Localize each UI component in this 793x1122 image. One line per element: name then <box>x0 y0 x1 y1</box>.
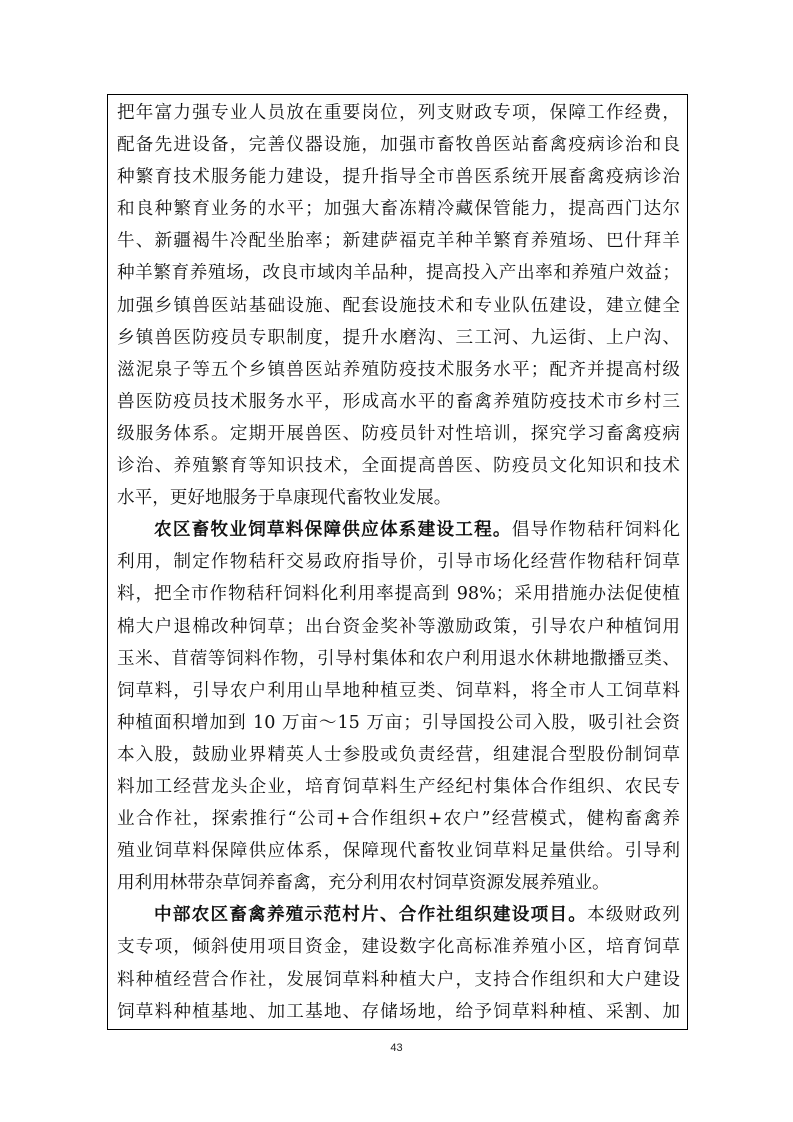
text-line: 殖业饲草料保障供应体系，保障现代畜牧业饲草料足量供给。引导利 <box>117 841 680 862</box>
text-line: 饲草料种植基地、加工基地、存储场地，给予饲草料种植、采割、加 <box>117 1001 680 1022</box>
text-line: 玉米、苜蓿等饲料作物，引导村集体和农户利用退水休耕地撒播豆类、 <box>117 648 680 669</box>
text-line: 料，把全市作物秸秆饲料化利用率提高到 98%；采用措施办法促使植 <box>117 584 680 605</box>
section-heading: 农区畜牧业饲草料保障供应体系建设工程。 <box>154 519 512 541</box>
text-line <box>117 514 680 546</box>
paragraph-demonstration-villages <box>117 899 680 1027</box>
text-line: 牛、新疆褐牛冷配坐胎率；新建萨福克羊种羊繁育养殖场、巴什拜羊 <box>117 231 680 252</box>
text-line: 级服务体系。定期开展兽医、防疫员针对性培训，探究学习畜禽疫病 <box>117 423 680 444</box>
text-line: 料加工经营龙头企业，培育饲草料生产经纪村集体合作组织、农民专 <box>117 776 680 797</box>
page-number: 43 <box>390 1042 403 1054</box>
text-line: 水平，更好地服务于阜康现代畜牧业发展。 <box>117 488 452 509</box>
text-segment: 倡导作物秸秆饲料化 <box>511 520 680 541</box>
section-heading: 中部农区畜禽养殖示范村片、合作社组织建设项目。 <box>154 904 588 926</box>
text-line: 料种植经营合作社，发展饲草料种植大户，支持合作组织和大户建设 <box>117 969 680 990</box>
paragraph-veterinary-services <box>117 97 680 514</box>
text-segment: 本级财政列 <box>587 905 680 926</box>
text-line: 诊治、养殖繁育等知识技术，全面提高兽医、防疫员文化知识和技术 <box>117 456 680 477</box>
text-frame <box>107 94 688 1030</box>
text-line: 棉大户退棉改种饲草；出台资金奖补等激励政策，引导农户种植饲用 <box>117 616 680 637</box>
text-line <box>117 899 680 931</box>
text-line: 加强乡镇兽医站基础设施、配套设施技术和专业队伍建设，建立健全 <box>117 295 680 316</box>
text-line: 把年富力强专业人员放在重要岗位，列支财政专项，保障工作经费， <box>117 103 680 123</box>
text-line: 种植面积增加到 10 万亩～15 万亩；引导国投公司入股，吸引社会资 <box>117 712 680 733</box>
text-line: 本入股，鼓励业界精英人士参股或负责经营，组建混合型股份制饲草 <box>117 744 680 765</box>
text-line: 利用，制定作物秸秆交易政府指导价，引导市场化经营作物秸秆饲草 <box>117 552 680 573</box>
text-line: 乡镇兽医防疫员专职制度，提升水磨沟、三工河、九运街、上户沟、 <box>117 327 680 348</box>
text-line: 用利用林带杂草饲养畜禽，充分利用农村饲草资源发展养殖业。 <box>117 873 610 894</box>
text-line: 业合作社，探索推行“公司+合作组织+农户”经营模式，健构畜禽养 <box>117 809 680 830</box>
text-line: 饲草料，引导农户利用山旱地种植豆类、饲草料，将全市人工饲草料 <box>117 680 680 701</box>
paragraph-forage-supply <box>117 514 680 899</box>
text-line: 种羊繁育养殖场，改良市域肉羊品种，提高投入产出率和养殖户效益； <box>117 263 680 284</box>
text-line: 支专项，倾斜使用项目资金，建设数字化高标准养殖小区，培育饲草 <box>117 937 680 958</box>
text-line: 配备先进设备，完善仪器设施，加强市畜牧兽医站畜禽疫病诊治和良 <box>117 135 680 156</box>
text-line: 兽医防疫员技术服务水平，形成高水平的畜禽养殖防疫技术市乡村三 <box>117 391 680 412</box>
text-line: 和良种繁育业务的水平；加强大畜冻精冷藏保管能力，提高西门达尔 <box>117 199 680 220</box>
text-line: 种繁育技术服务能力建设，提升指导全市兽医系统开展畜禽疫病诊治 <box>117 167 680 188</box>
text-line: 滋泥泉子等五个乡镇兽医站养殖防疫技术服务水平；配齐并提高村级 <box>117 359 680 380</box>
